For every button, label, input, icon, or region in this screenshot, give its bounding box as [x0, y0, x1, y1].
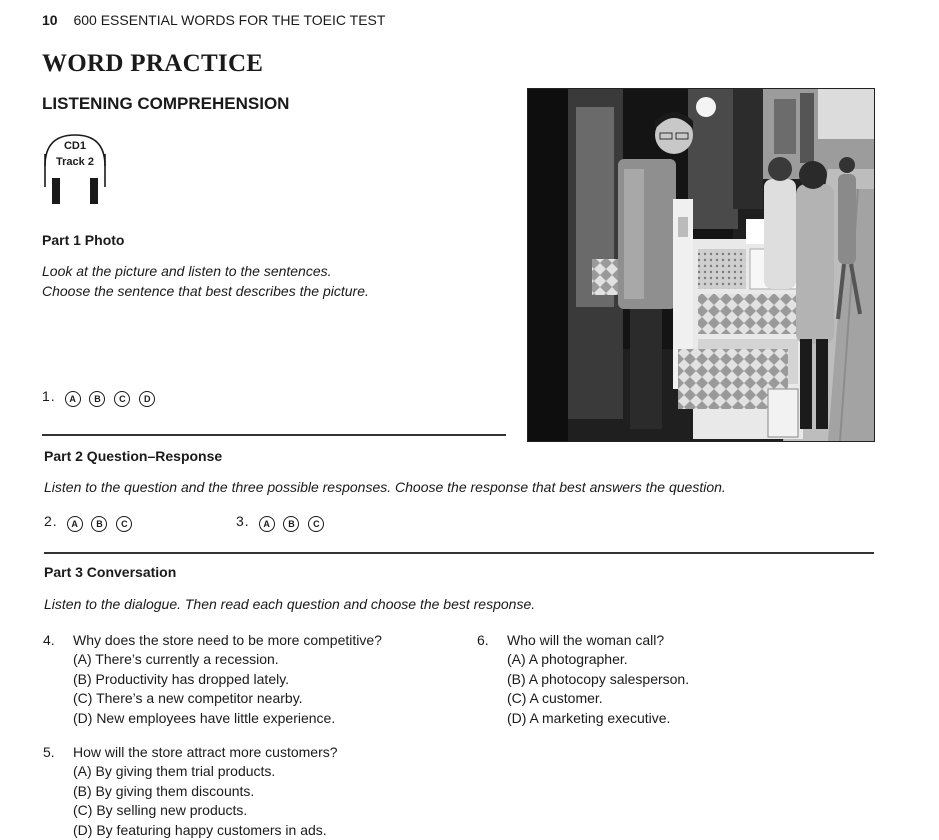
street-vendor-photo [527, 88, 875, 442]
divider [44, 552, 874, 554]
answer-choice-b[interactable]: (B) A photocopy salesperson. [507, 670, 690, 687]
part2-heading: Part 2 Question–Response [44, 448, 223, 464]
option-bubble-b[interactable]: B [89, 391, 105, 407]
option-bubble-a[interactable]: A [67, 516, 83, 532]
answer-choice-a[interactable]: (A) A photographer. [507, 651, 628, 668]
question-4 [43, 631, 473, 731]
question-number: 1. [42, 388, 56, 404]
option-bubble-b[interactable]: B [283, 516, 299, 532]
cd-label: CD1 [63, 140, 86, 152]
option-bubble-c[interactable]: C [114, 391, 130, 407]
part1-instruction-line: Choose the sentence that best describes the picture. [42, 283, 369, 299]
part1-instruction-line: Look at the picture and listen to the sentences. [42, 263, 332, 279]
answer-choice-d[interactable]: (D) A marketing executive. [507, 709, 671, 726]
divider [42, 434, 506, 436]
answer-choice-c[interactable]: (C) A customer. [507, 690, 603, 707]
option-bubble-c[interactable]: C [116, 516, 132, 532]
option-bubble-b[interactable]: B [91, 516, 107, 532]
book-title: 600 ESSENTIAL WORDS FOR THE TOEIC TEST [73, 12, 386, 28]
answer-row-3 [236, 513, 324, 532]
question-number: 4. [43, 632, 55, 648]
section-title: LISTENING COMPREHENSION [42, 94, 290, 113]
option-bubble-c[interactable]: C [308, 516, 324, 532]
option-bubble-a[interactable]: A [259, 516, 275, 532]
answer-choice-d[interactable]: (D) New employees have little experience. [73, 709, 336, 726]
part2-instructions: Listen to the question and the three possible responses. Choose the response that best answers the question. [44, 479, 726, 495]
answer-row-2 [44, 513, 132, 532]
track-label: Track 2 [56, 156, 94, 168]
question-number: 5. [43, 744, 55, 760]
option-bubble-d[interactable]: D [139, 391, 155, 407]
option-bubble-a[interactable]: A [65, 391, 81, 407]
cd-track-badge [42, 132, 108, 210]
question-text: How will the store attract more customers? [73, 744, 338, 760]
answer-choice-c[interactable]: (C) By selling new products. [73, 802, 248, 819]
running-header [42, 12, 385, 28]
part3-heading: Part 3 Conversation [44, 564, 177, 580]
answer-choice-b[interactable]: (B) Productivity has dropped lately. [73, 670, 290, 687]
page-title: WORD PRACTICE [42, 50, 264, 77]
part1-instructions [42, 261, 369, 301]
answer-choice-b[interactable]: (B) By giving them discounts. [73, 782, 255, 799]
answer-choice-a[interactable]: (A) There’s currently a recession. [73, 651, 279, 668]
question-5 [43, 743, 473, 839]
answer-choice-d[interactable]: (D) By featuring happy customers in ads. [73, 821, 327, 838]
page-number: 10 [42, 12, 58, 28]
part3-instructions: Listen to the dialogue. Then read each question and choose the best response. [44, 596, 536, 612]
question-text: Who will the woman call? [507, 632, 665, 648]
answer-row-1 [42, 388, 155, 407]
question-number: 2. [44, 513, 58, 529]
question-number: 6. [477, 632, 489, 648]
question-text: Why does the store need to be more competitive? [73, 632, 382, 648]
question-6 [477, 631, 877, 731]
answer-choice-c[interactable]: (C) There’s a new competitor nearby. [73, 690, 303, 707]
part1-heading: Part 1 Photo [42, 232, 125, 248]
question-number: 3. [236, 513, 250, 529]
answer-choice-a[interactable]: (A) By giving them trial products. [73, 763, 276, 780]
